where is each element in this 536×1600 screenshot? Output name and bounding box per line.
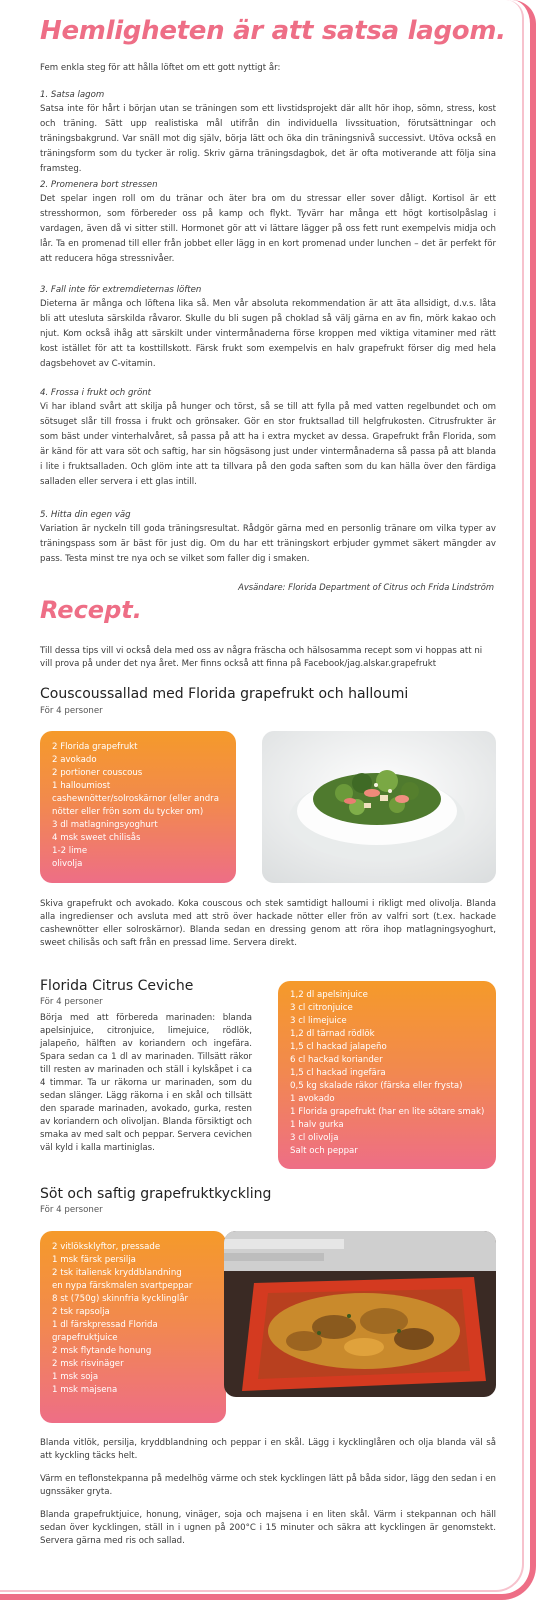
ingredient-item: 1-2 lime bbox=[52, 846, 88, 856]
ingredient-item: 1 msk majsena bbox=[52, 1385, 118, 1395]
ingredient-item: 6 cl hackad koriander bbox=[290, 1055, 383, 1065]
step-3 bbox=[40, 283, 496, 372]
chicken-photo bbox=[224, 1231, 496, 1397]
ingredient-item: 1,5 cl hackad ingefära bbox=[290, 1068, 386, 1078]
step-text: Det spelar ingen roll om du tränar och äter bra om du stressar eller sover dåligt. Kortisol är ett stresshormon, som förbereder oss på kamp och flykt. Tyvärr har många ett högt kortisolpåslag i vardagen, även då vi sitter still. Hormonet gör att vi lättare lägger på oss fett runt exempelvis midja och lår. Ta en promenad till eller från jobbet eller lägg in en kort promenad under lunchen – det är perfekt för att reducera höga stressnivåer. bbox=[40, 194, 496, 264]
ingredient-item: olivolja bbox=[52, 859, 83, 869]
recipe-2-instructions: Börja med att förbereda marinaden: blanda apelsinjuice, citronjuice, limejuice, rödlök, jalapeño, hälften av koriandern och ingefära. Spara sedan ca 1 dl av marinaden. Tillsätt räkor till resten av marinaden och ställ i kylskåpet i ca 4 timmar. Ta ur räkorna ur marinaden, som du sedan slänger. Lägg räkorna i en skål och tillsätt den sparade marinaden, avokado, gurka, resten av koriandern och olivoljan. Blanda försiktigt och smaka av med salt och peppar. Servera cevichen väl kyld i kalla martiniglas. bbox=[40, 1013, 252, 1153]
step-title: 1. Satsa lagom bbox=[40, 90, 105, 100]
ingredient-item: 2 tsk rapsolja bbox=[52, 1307, 110, 1317]
ingredient-item: 0,5 kg skalade räkor (färska eller frysta) bbox=[290, 1081, 463, 1091]
step-title: 4. Frossa i frukt och grönt bbox=[40, 388, 152, 398]
ingredient-item: 2 avokado bbox=[52, 755, 97, 765]
recept-heading: Recept. bbox=[40, 596, 142, 624]
step-title: 2. Promenera bort stressen bbox=[40, 180, 158, 190]
recipe-3-step-2: Värm en teflonstekpanna på medelhög värme och stek kycklingen lätt på båda sidor, lägg den sedan i en ugnssäker gryta. bbox=[40, 1474, 496, 1497]
ingredient-item: 3 cl citronjuice bbox=[290, 1003, 353, 1013]
recipe-2-serves: För 4 personer bbox=[40, 997, 103, 1007]
ingredient-item: cashewnötter/solroskärnor (eller andra nötter eller frön som du tycker om) bbox=[52, 794, 219, 817]
ingredient-item: en nypa färskmalen svartpeppar bbox=[52, 1281, 193, 1291]
ingredient-item: 1 msk soja bbox=[52, 1372, 99, 1382]
ingredient-item: 3 dl matlagningsyoghurt bbox=[52, 820, 158, 830]
ingredient-item: 1,5 cl hackad jalapeño bbox=[290, 1042, 387, 1052]
step-4 bbox=[40, 386, 496, 490]
ingredient-item: 1,2 dl apelsinjuice bbox=[290, 990, 368, 1000]
ingredient-item: 2 tsk italiensk kryddblandning bbox=[52, 1268, 182, 1278]
recipe-3-step-1: Blanda vitlök, persilja, kryddblandning och peppar i en skål. Lägg i kycklinglåren och olja blanda väl så att kyckling täcks helt. bbox=[40, 1438, 496, 1461]
step-text: Vi har ibland svårt att skilja på hunger och törst, så se till att fylla på med vatten regelbundet och om sötsuget slår till frossa i frukt och grönsaker. Gör en stor fruktsallad till helgfrukosten. Citrusfrukter är som bäst under vinterhalvåret, så passa på att ha i extra mycket av dessa. Grapefrukt från Florida, som är känd för att vara söt och saftig, har sin högsäsong just under vintermånaderna så passa på att blanda i lite i fruktsalladen. Och glöm inte att ta tillvara på den goda saften som du kan hälla över den färdiga salladen eller servera i ett glas intill. bbox=[40, 402, 496, 487]
ingredient-item: 1 avokado bbox=[290, 1094, 335, 1104]
step-title: 5. Hitta din egen väg bbox=[40, 510, 131, 520]
recipe-1-serves: För 4 personer bbox=[40, 706, 103, 716]
ingredient-item: 3 cl olivolja bbox=[290, 1133, 339, 1143]
step-text: Dieterna är många och löftena lika så. Men vår absoluta rekommendation är att äta allsidigt, d.v.s. låta bli att utesluta särskilda råvaror. Skulle du bli sugen på choklad så välj gärna en av fin, mörk kakao och njut. Kom också ihåg att särskilt under vintermånaderna förse kroppen med viktiga vitaminer med rätt kost istället för att ta kosttillskott. Färsk frukt som exempelvis en halv grapefrukt förser dig med hela dagsbehovet av C-vitamin. bbox=[40, 299, 496, 369]
ingredient-item: 1 Florida grapefrukt (har en lite sötare smak) bbox=[290, 1107, 485, 1117]
recipe-2-ingredients bbox=[278, 981, 496, 1169]
recipe-1-title: Couscoussallad med Florida grapefrukt och halloumi bbox=[40, 686, 409, 702]
ingredient-item: 2 portioner couscous bbox=[52, 768, 143, 778]
ingredient-item: Salt och peppar bbox=[290, 1146, 358, 1156]
ingredient-item: 1,2 dl tärnad rödlök bbox=[290, 1029, 375, 1039]
ingredient-item: 4 msk sweet chilisås bbox=[52, 833, 141, 843]
ingredient-item: 2 msk risvinäger bbox=[52, 1359, 124, 1369]
chicken-image bbox=[224, 1231, 496, 1397]
intro-text: Fem enkla steg för att hålla löftet om ett gott nyttigt år: bbox=[40, 63, 281, 73]
recept-intro: Till dessa tips vill vi också dela med oss av några fräscha och hälsosamma recept som vi hoppas att ni vill prova på under det nya året. Mer finns också att finna på Facebook/jag.alskar.grapefrukt bbox=[40, 646, 483, 669]
step-title: 3. Fall inte för extremdieternas löften bbox=[40, 285, 202, 295]
step-1 bbox=[40, 88, 496, 177]
ingredient-item: 1 msk färsk persilja bbox=[52, 1255, 136, 1265]
ingredient-item: 3 cl limejuice bbox=[290, 1016, 347, 1026]
recipe-1-instructions: Skiva grapefrukt och avokado. Koka couscous och stek samtidigt halloumi i rikligt med olivolja. Blanda alla ingredienser och avsluta med att strö över hackade nötter eller frön av valfri sort (t.ex. hackade cashewnötter eller solroskärnor). Blanda sedan en dressing genom att röra ihop matlagningsyoghurt, sweet chilisås och saft från en pressad lime. Servera direkt. bbox=[40, 899, 496, 948]
recipe-3-ingredients bbox=[40, 1231, 226, 1423]
ingredient-item: 2 vitlöksklyftor, pressade bbox=[52, 1242, 161, 1252]
sender-line: Avsändare: Florida Department of Citrus och Frida Lindström bbox=[238, 582, 494, 592]
recipe-1-ingredients bbox=[40, 731, 236, 883]
step-text: Variation är nyckeln till goda träningsresultat. Rådgör gärna med en personlig tränare om vilka typer av träningspass som är bäst för just dig. Om du har ett träningskort erbjuder gymmet säkert mängder av pass. Testa minst tre nya och se vilket som faller dig i smaken. bbox=[40, 524, 496, 564]
recipe-3-serves: För 4 personer bbox=[40, 1205, 103, 1215]
ingredient-item: 1 halloumiost bbox=[52, 781, 111, 791]
ingredient-item: 8 st (750g) skinnfria kycklinglår bbox=[52, 1294, 189, 1304]
salad-photo bbox=[262, 731, 496, 883]
step-text: Satsa inte för hårt i början utan se träningen som ett livstidsprojekt där allt hör ihop, sömn, stress, kost och träning. Sätt upp realistiska mål utifrån din individuella livssituation, förutsättningar och träningsbakgrund. Var snäll mot dig själv, börja lätt och öka din träningsnivå successivt. Utöva också en träningsform som du tycker är rolig. Skriv gärna träningsdagbok, det är ofta motiverande att följa sina framsteg. bbox=[40, 104, 496, 174]
step-2 bbox=[40, 178, 496, 267]
recipe-3-title: Söt och saftig grapefruktkyckling bbox=[40, 1186, 272, 1202]
step-5 bbox=[40, 508, 496, 567]
headline: Hemligheten är att satsa lagom. bbox=[40, 16, 506, 46]
ingredient-item: 2 Florida grapefrukt bbox=[52, 742, 138, 752]
ingredient-item: 2 msk flytande honung bbox=[52, 1346, 152, 1356]
ingredient-item: 1 halv gurka bbox=[290, 1120, 344, 1130]
ingredient-item: 1 dl färskpressad Florida grapefruktjuice bbox=[52, 1320, 158, 1343]
recipe-3-step-3: Blanda grapefruktjuice, honung, vinäger, soja och majsena i en liten skål. Värm i stekpannan och häll sedan över kycklingen, ställ in i ugnen på 200°C i 15 minuter och säkra att kycklingen är genomstekt. Servera gärna med ris och sallad. bbox=[40, 1510, 496, 1546]
recipe-2-title: Florida Citrus Ceviche bbox=[40, 978, 194, 994]
salad-image bbox=[262, 731, 496, 883]
